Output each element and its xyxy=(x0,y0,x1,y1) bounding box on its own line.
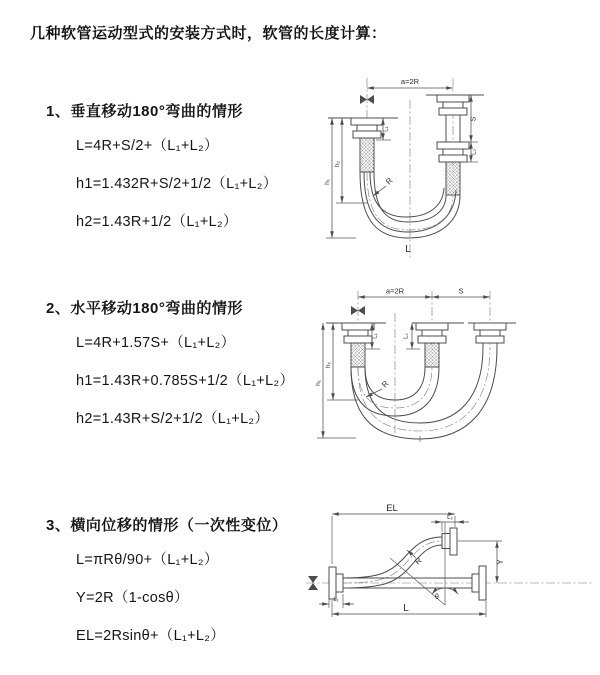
section-2 xyxy=(46,297,294,445)
dim-label-l1: L₁ xyxy=(372,333,379,339)
formula-line: h2=1.43R+S/2+1/2（L₁+L₂） xyxy=(76,411,270,427)
centerlines xyxy=(367,78,453,260)
section-3-formulas xyxy=(76,548,287,645)
dim-label-s: S xyxy=(458,286,464,296)
dim-label-h2: h₂ xyxy=(334,160,341,168)
dim-label-l2: L₂ xyxy=(403,333,410,339)
right-end-fitting xyxy=(468,323,516,347)
page-title: 几种软管运动型式的安装方式时，软管的长度计算： xyxy=(30,25,387,42)
formula-line: h1=1.432R+S/2+1/2（L₁+L₂） xyxy=(76,176,278,192)
dim-s xyxy=(471,95,478,142)
label-l: L xyxy=(405,244,411,255)
dim-l2 xyxy=(471,142,478,162)
dim-label-l: L xyxy=(403,603,409,614)
dim-el xyxy=(332,503,455,564)
dim-label-a2r: a=2R xyxy=(400,77,420,86)
middle-end-fitting xyxy=(412,323,464,367)
dim-label-el: EL xyxy=(386,503,398,514)
right-flange xyxy=(472,566,486,600)
section-1-heading: 1、垂直移动180°弯曲的情形 xyxy=(46,103,243,120)
section-2-heading: 2、水平移动180°弯曲的情形 xyxy=(46,300,243,317)
dim-label-a2r: a=2R xyxy=(385,286,405,296)
label-r: R xyxy=(413,555,424,567)
dim-label-l1: L₁ xyxy=(333,597,339,603)
formula-line: h2=1.43R+1/2（L₁+L₂） xyxy=(76,214,238,230)
section-3-heading: 3、横向位移的情形（一次性变位） xyxy=(46,517,288,534)
dim-a-2r xyxy=(358,287,432,298)
upper-right-flange xyxy=(442,528,457,555)
label-r: R xyxy=(380,379,391,390)
hose-u-bend-displaced xyxy=(351,347,497,442)
formula-line: h1=1.43R+0.785S+1/2（L₁+L₂） xyxy=(76,373,295,389)
dim-label-l2: L₂ xyxy=(447,515,453,521)
label-theta: θ xyxy=(435,594,439,601)
diagram-horizontal-180-bend xyxy=(310,283,600,458)
formula-line: Y=2R（1-cosθ） xyxy=(76,590,189,606)
dim-label-y: Y xyxy=(496,559,505,565)
dim-label-l1: L₁ xyxy=(383,126,390,132)
diagram-lateral-displacement xyxy=(300,500,600,650)
dim-label-h1: h₁ xyxy=(324,179,331,185)
formula-line: L=4R+1.57S+（L₁+L₂） xyxy=(76,335,236,351)
left-end-fitting xyxy=(326,323,386,367)
formula-line: EL=2Rsinθ+（L₁+L₂） xyxy=(76,628,226,644)
dim-a-2r xyxy=(367,77,453,88)
section-2-formulas xyxy=(76,331,294,428)
formula-line: L=πRθ/90+（L₁+L₂） xyxy=(76,552,219,568)
section-1-formulas xyxy=(76,134,278,231)
diagram-vertical-180-bend xyxy=(310,70,595,265)
section-3 xyxy=(46,514,287,662)
left-flange xyxy=(329,567,343,599)
section-1 xyxy=(46,100,278,248)
dim-label-h1: h₁ xyxy=(315,380,322,386)
dim-label-l2: L₂ xyxy=(471,149,478,155)
dim-l1 xyxy=(319,594,354,608)
hose-s-curve xyxy=(343,537,442,588)
formula-line: L=4R+S/2+（L₁+L₂） xyxy=(76,138,219,154)
dim-l xyxy=(332,600,486,617)
centerlines xyxy=(358,291,490,433)
radius-leader xyxy=(373,176,395,196)
dim-label-h2: h₂ xyxy=(325,361,332,369)
dim-h1 xyxy=(324,118,356,238)
label-r: R xyxy=(384,176,395,187)
dim-s xyxy=(432,287,490,298)
dim-label-s: S xyxy=(470,116,478,122)
